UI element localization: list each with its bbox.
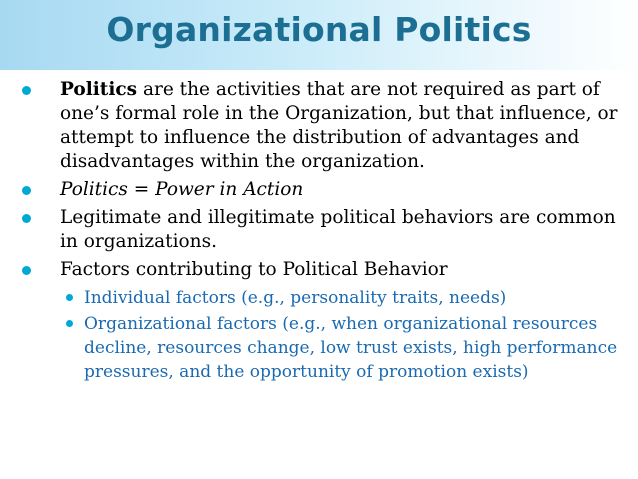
bullet-definition-text: are the activities that are not required as part of one’s formal role in the Organization, but that influence, or attempt to influence the distribution of advantages and disadvantages within the organization. bbox=[60, 79, 618, 172]
sub-bullet-text: Individual factors (e.g., personality traits, needs) bbox=[84, 288, 507, 308]
bullet-dot-icon bbox=[22, 86, 31, 95]
bullet-politics-definition bbox=[0, 78, 638, 174]
bullet-dot-icon bbox=[22, 186, 31, 195]
sub-bullet-organizational-factors bbox=[0, 312, 638, 384]
bullet-text: Factors contributing to Political Behavior bbox=[60, 259, 448, 280]
sub-bullet-individual-factors bbox=[0, 286, 638, 310]
bullet-bold-term: Politics bbox=[60, 79, 138, 100]
sub-bullet-dot-icon bbox=[66, 294, 73, 301]
bullet-text: Legitimate and illegitimate political behaviors are common in organizations. bbox=[60, 207, 616, 252]
bullet-dot-icon bbox=[22, 214, 31, 223]
sub-bullet-text: Organizational factors (e.g., when organizational resources decline, resources change, low trust exists, high performance pressures, and the opportunity of promotion exists) bbox=[84, 314, 618, 382]
sub-bullet-dot-icon bbox=[66, 320, 73, 327]
bullet-factors bbox=[0, 258, 638, 282]
bullet-legitimate-behaviors bbox=[0, 206, 638, 254]
bullet-list bbox=[0, 78, 638, 386]
bullet-power-in-action bbox=[0, 178, 638, 202]
bullet-italic-text: Politics = Power in Action bbox=[60, 179, 304, 200]
slide-title: Organizational Politics bbox=[106, 10, 532, 49]
bullet-dot-icon bbox=[22, 266, 31, 275]
